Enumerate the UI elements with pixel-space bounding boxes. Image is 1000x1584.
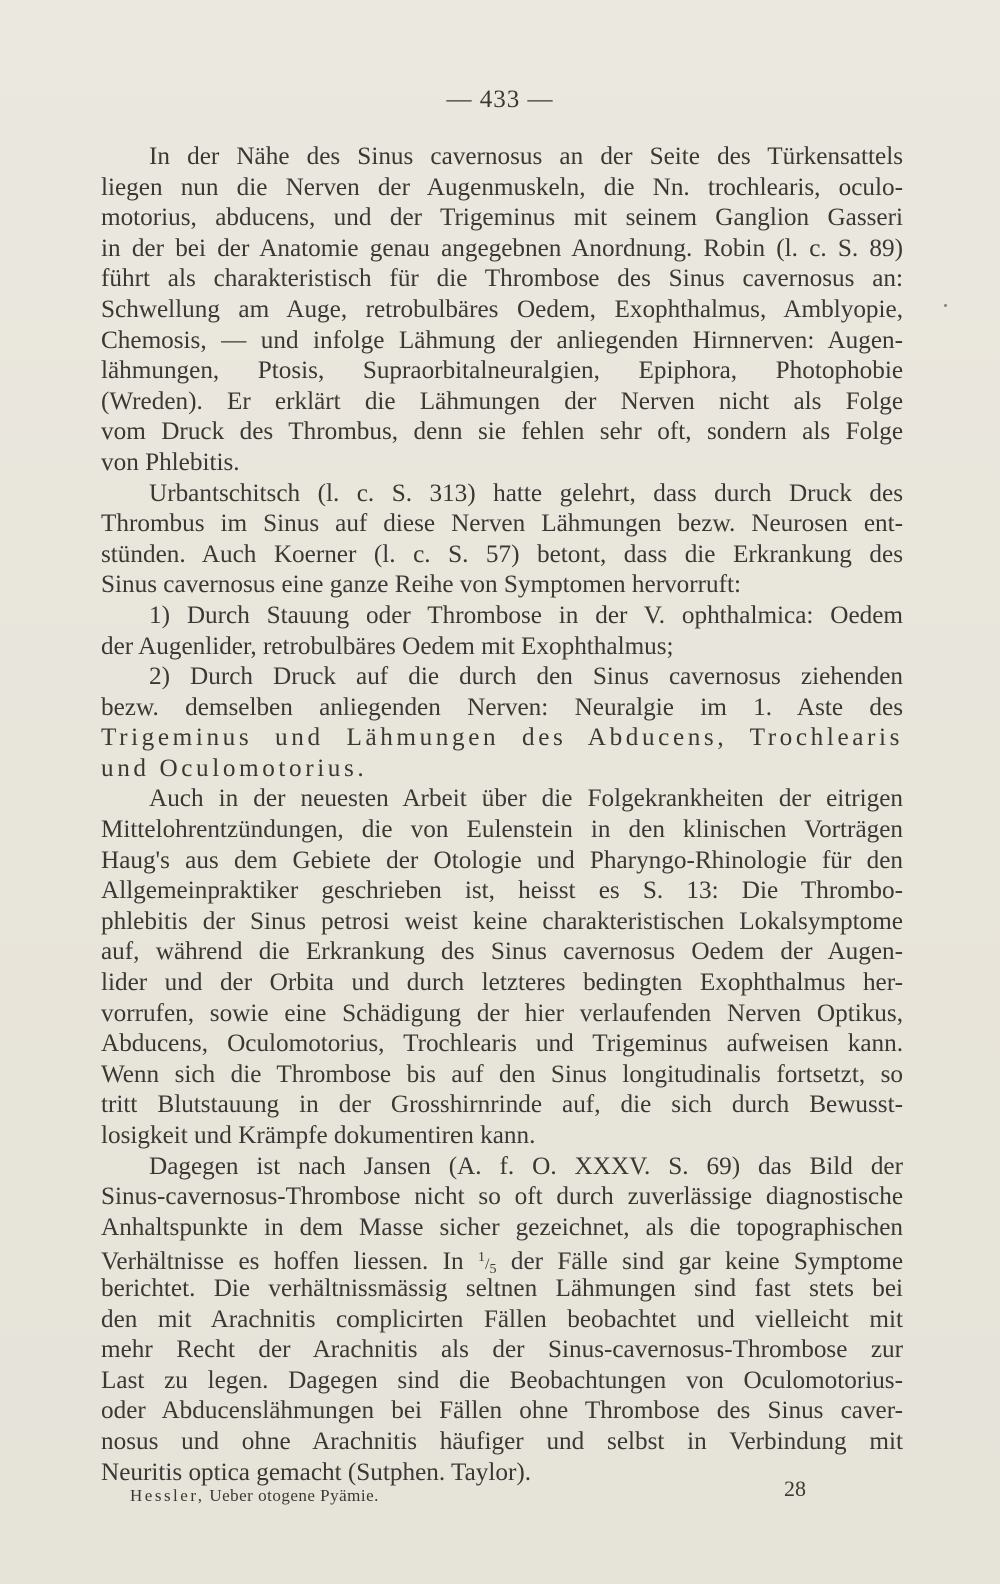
text-line: losigkeit und Krämpfe dokumentiren kann. [101, 1122, 536, 1149]
text-line: Neuritis optica gemacht (Sutphen. Taylor). [101, 1458, 532, 1486]
text-line: Urbantschitsch (l. c. S. 313) hatte gelehrt, dass durch Druck des [149, 479, 903, 507]
body-text [101, 142, 903, 1488]
text-line: auf, während die Erkrankung des Sinus cavernosus Oedem der Augen- [101, 938, 903, 966]
text-line: liegen nun die Nerven der Augenmuskeln, die Nn. trochlearis, oculo- [101, 173, 903, 201]
text-line: Auch in der neuesten Arbeit über die Folgekrankheiten der eitrigen [149, 785, 903, 813]
text-line: führt als charakteristisch für die Thrombose des Sinus cavernosus an: [101, 265, 903, 293]
text-segment: der Fälle sind gar keine Symptome [510, 1248, 904, 1276]
text-line: Sinus cavernosus eine ganze Reihe von Symptomen hervorruft: [101, 571, 742, 599]
text-line: Schwellung am Auge, retrobulbäres Oedem, Exophthalmus, Amblyopie, [101, 295, 903, 323]
text-line: Haug's aus dem Gebiete der Otologie und Pharyngo-Rhinologie für den [101, 846, 903, 874]
text-segment: Verhältnisse es hoffen liessen. In [101, 1248, 464, 1276]
fraction-numerator: 1 [478, 1250, 486, 1266]
text-line: Abducens, Oculomotorius, Trochlearis und Trigeminus aufweisen kann. [101, 1030, 903, 1058]
text-line: Sinus-cavernosus-Thrombose nicht so oft durch zuverlässige diagnostische [101, 1183, 903, 1211]
footer-title: Ueber otogene Pyämie. [209, 1486, 379, 1505]
text-line: Mittelohrentzündungen, die von Eulenstein in den klinischen Vorträgen [101, 816, 903, 844]
text-line-spaced: und Oculomotorius. [101, 754, 368, 782]
fraction-denominator: 5 [489, 1262, 497, 1278]
text-line: Dagegen ist nach Jansen (A. f. O. XXXV. S. 69) das Bild der [149, 1152, 903, 1180]
text-line: lider und der Orbita und durch letzteres bedingten Exophthalmus her- [101, 969, 903, 997]
text-line: oder Abducenslähmungen bei Fällen ohne Thrombose des Sinus caver- [101, 1397, 903, 1425]
text-line: stünden. Auch Koerner (l. c. S. 57) betont, dass die Erkrankung des [101, 540, 903, 568]
signature-mark: 28 [784, 1476, 806, 1501]
text-line: vorrufen, sowie eine Schädigung der hier verlaufenden Nerven Optikus, [101, 999, 903, 1027]
page-number: — 433 — [446, 86, 554, 113]
text-line: von Phlebitis. [101, 448, 240, 476]
text-line: motorius, abducens, und der Trigeminus mit seinem Ganglion Gasseri [101, 204, 903, 232]
text-line: in der bei der Anatomie genau angegebnen Anordnung. Robin (l. c. S. 89) [101, 234, 903, 262]
footer-author: Hessler, [130, 1486, 205, 1505]
text-line: tritt Blutstauung in der Grosshirnrinde auf, die sich durch Bewusst- [101, 1091, 903, 1119]
text-line: Wenn sich die Thrombose bis auf den Sinus longitudinalis fortsetzt, so [101, 1060, 903, 1088]
text-line: Chemosis, — und infolge Lähmung der anliegenden Hirnnerven: Augen- [101, 326, 903, 354]
running-footer [130, 1486, 810, 1506]
text-line: nosus und ohne Arachnitis häufiger und selbst in Verbindung mit [101, 1427, 903, 1455]
text-line-spaced: bezw. demselben anliegenden Nerven: Neuralgie im 1. Aste des [101, 693, 903, 721]
fraction: $^1/_5$ [478, 1250, 497, 1278]
text-line: vom Druck des Thrombus, denn sie fehlen sehr oft, sondern als Folge [101, 418, 903, 446]
text-line: Thrombus im Sinus auf diese Nerven Lähmungen bezw. Neurosen ent- [101, 510, 903, 538]
text-line: mehr Recht der Arachnitis als der Sinus-cavernosus-Thrombose zur [101, 1336, 903, 1364]
text-line: phlebitis der Sinus petrosi weist keine charakteristischen Lokalsymptome [101, 907, 903, 935]
text-line: der Augenlider, retrobulbäres Oedem mit Exophthalmus; [101, 632, 674, 660]
text-line: Anhaltspunkte in dem Masse sicher gezeichnet, als die topographischen [101, 1213, 903, 1241]
text-line: 2) Durch Druck auf die durch den Sinus cavernosus ziehenden [149, 663, 903, 691]
text-line: 1) Durch Stauung oder Thrombose in der V. ophthalmica: Oedem [149, 601, 903, 629]
text-line: lähmungen, Ptosis, Supraorbitalneuralgien, Epiphora, Photophobie [101, 357, 903, 385]
text-line: Last zu legen. Dagegen sind die Beobachtungen von Oculomotorius- [101, 1366, 903, 1394]
text-line: den mit Arachnitis complicirten Fällen beobachtet und vielleicht mit [101, 1305, 903, 1333]
text-line-with-fraction [101, 1243, 904, 1278]
text-line: In der Nähe des Sinus cavernosus an der Seite des Türkensattels [149, 143, 903, 170]
text-line-spaced: Trigeminus und Lähmungen des Abducens, Trochlearis [101, 724, 903, 752]
paper-speck [944, 304, 947, 307]
text-line: berichtet. Die verhältnissmässig seltnen Lähmungen sind fast stets bei [101, 1274, 903, 1302]
text-line: Allgemeinpraktiker geschrieben ist, heisst es S. 13: Die Thrombo- [101, 877, 903, 905]
text-line: (Wreden). Er erklärt die Lähmungen der Nerven nicht als Folge [101, 387, 903, 415]
